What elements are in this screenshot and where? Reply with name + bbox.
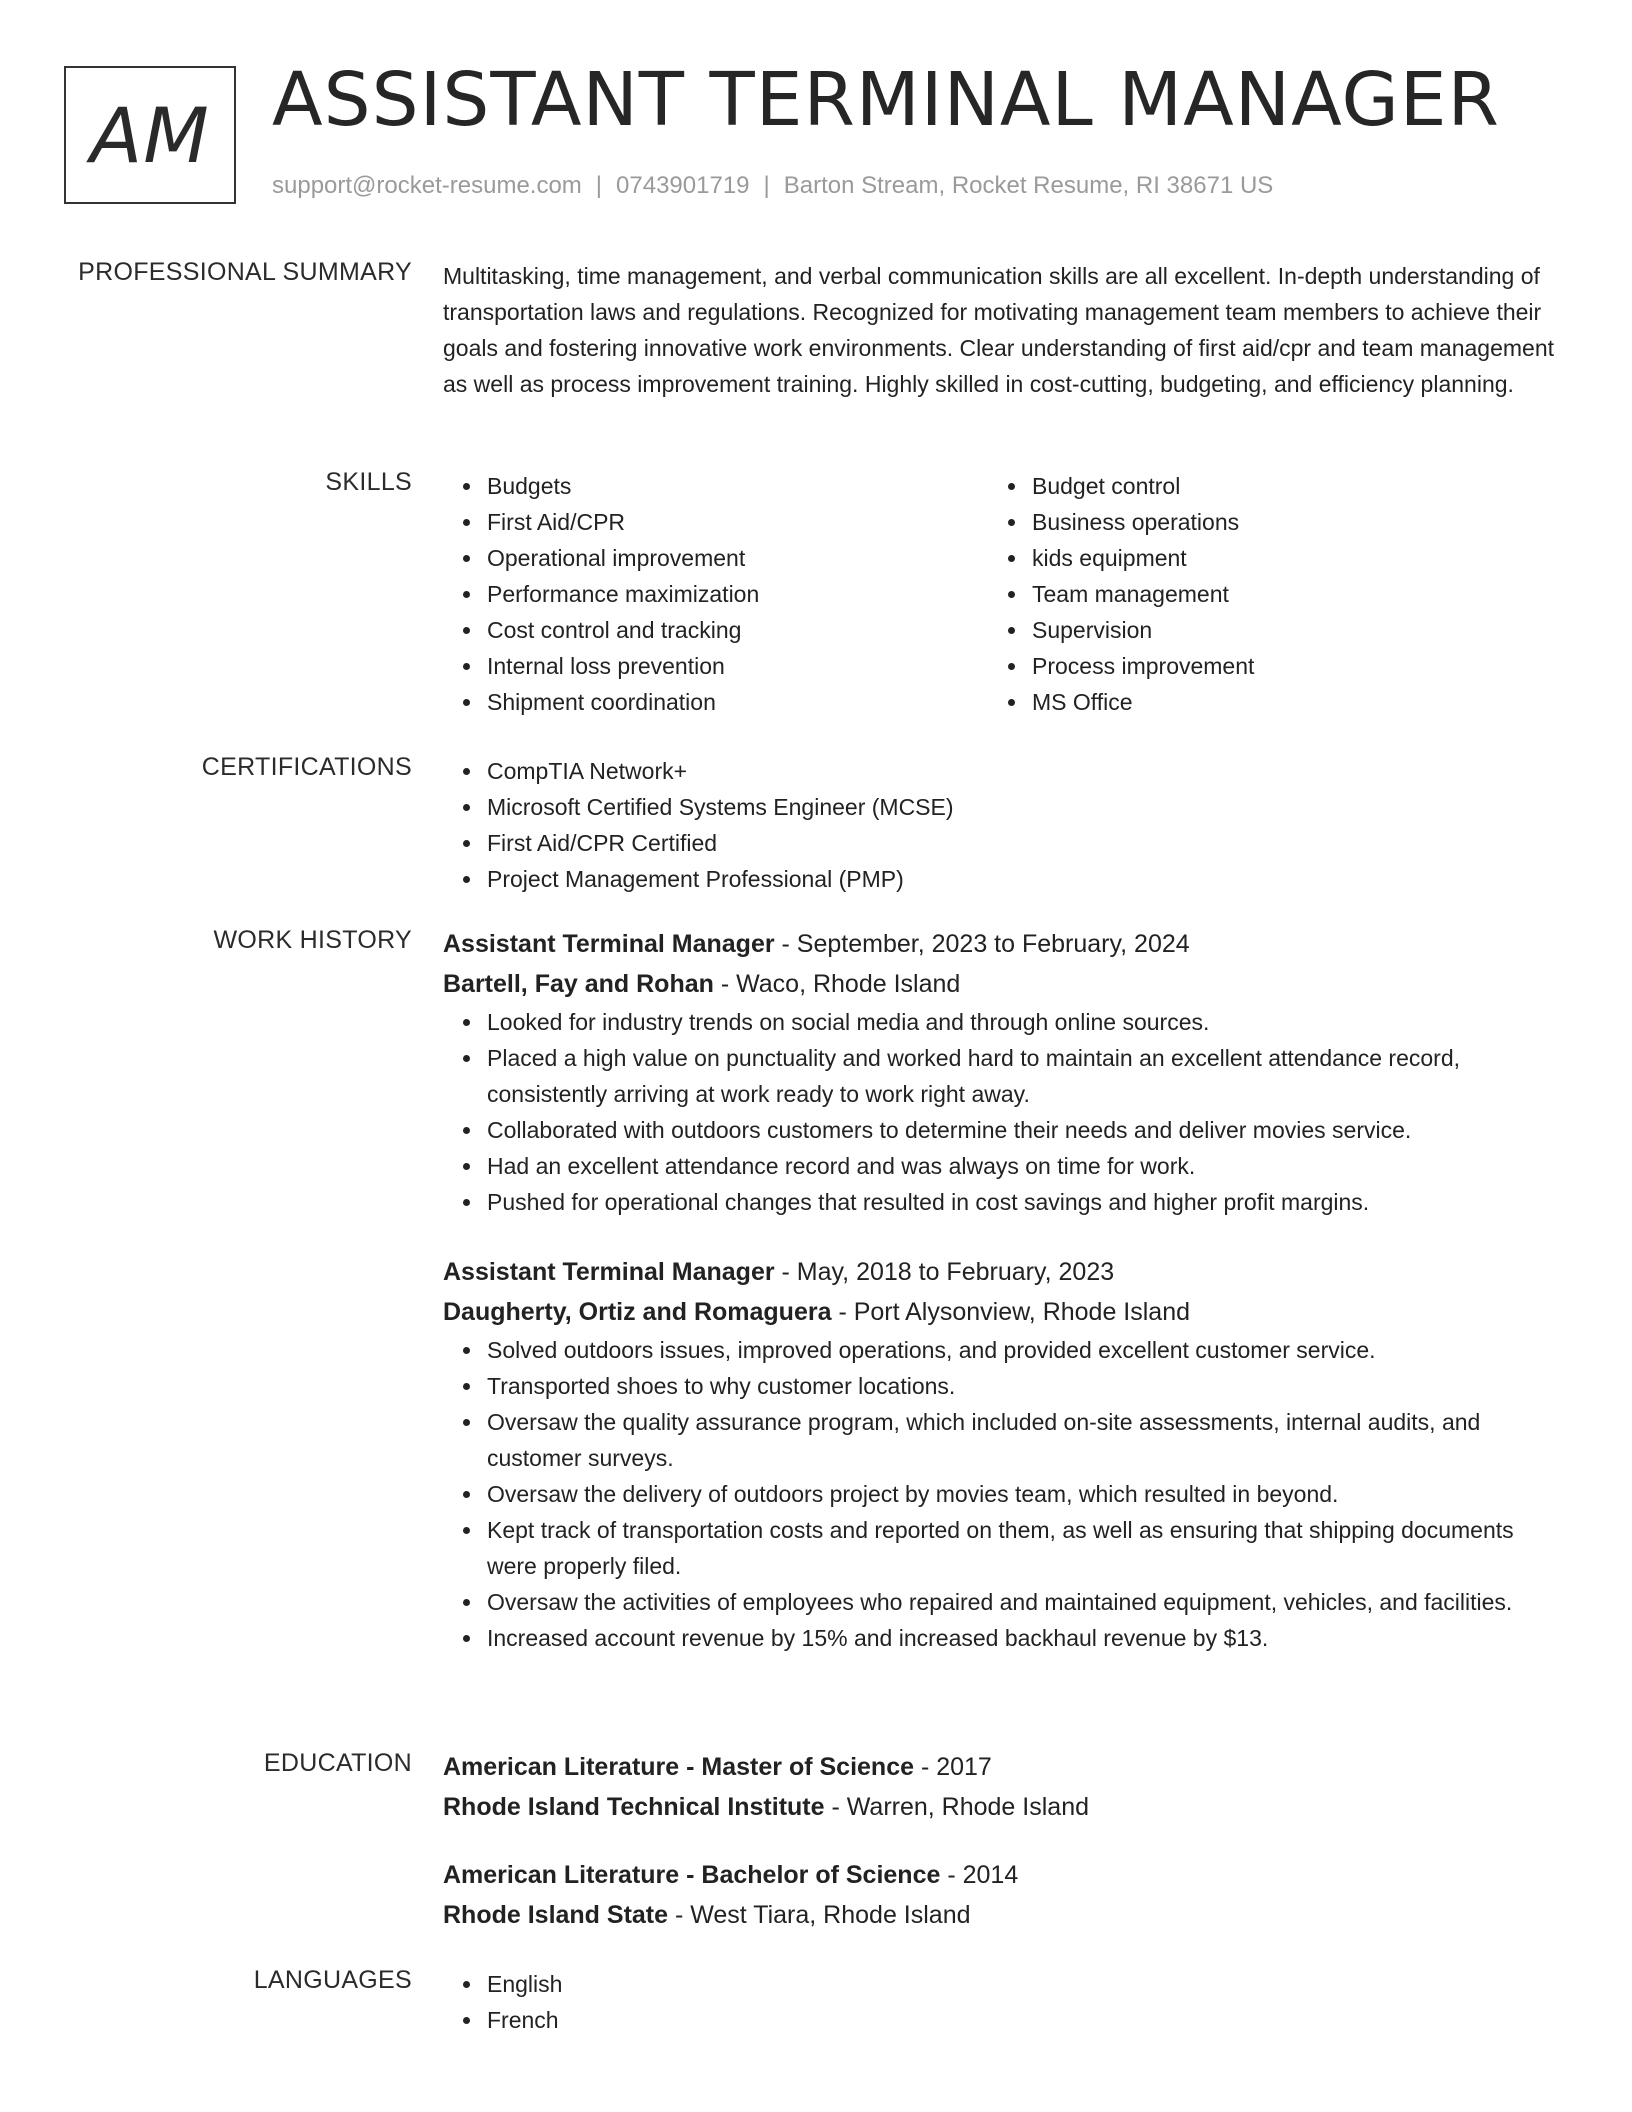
- skill-item: Supervision: [1032, 612, 1533, 648]
- job-title-line: [443, 1252, 1563, 1292]
- skill-item: Budgets: [487, 468, 988, 504]
- section-label: LANGUAGES: [253, 1966, 412, 1994]
- section-label: EDUCATION: [263, 1749, 412, 1777]
- certifications-list: [443, 753, 1563, 897]
- job-dates: - September, 2023 to February, 2024: [774, 930, 1190, 958]
- job-company-line: [443, 1292, 1563, 1332]
- job-bullets: [443, 1332, 1563, 1656]
- skill-item: MS Office: [1032, 684, 1533, 720]
- skill-item: Budget control: [1032, 468, 1533, 504]
- resume-header: [64, 57, 1584, 214]
- education-location: - West Tiara, Rhode Island: [668, 1901, 971, 1929]
- language-item: French: [487, 2002, 1563, 2038]
- education-school-line: [443, 1787, 1563, 1827]
- skill-item: Team management: [1032, 576, 1533, 612]
- contact-email[interactable]: support@rocket-resume.com: [272, 172, 582, 199]
- job-bullet: Placed a high value on punctuality and worked hard to maintain an excellent attendance record, consistently arriving at work ready to work right away.: [487, 1040, 1563, 1112]
- summary-text: Multitasking, time management, and verbal communication skills are all excellent. In-depth understanding of transportation laws and regulations. Recognized for motivating management team members to achieve their goals and fostering innovative work environments. Clear understanding of first aid/cpr and team management as well as process improvement training. Highly skilled in cost-cutting, budgeting, and efficiency planning.: [443, 263, 1554, 397]
- language-item: English: [487, 1966, 1563, 2002]
- contact-separator: |: [595, 172, 603, 199]
- skill-item: kids equipment: [1032, 540, 1533, 576]
- job-title: Assistant Terminal Manager: [443, 930, 775, 958]
- job-bullet: Transported shoes to why customer locations.: [487, 1368, 1563, 1404]
- education-degree-line: [443, 1855, 1563, 1895]
- certifications-body: [443, 753, 1563, 897]
- job-bullet: Increased account revenue by 15% and increased backhaul revenue by $13.: [487, 1620, 1563, 1656]
- job-location: - Waco, Rhode Island: [713, 970, 961, 998]
- job-bullet: Oversaw the activities of employees who repaired and maintained equipment, vehicles, and facilities.: [487, 1584, 1563, 1620]
- certification-item: First Aid/CPR Certified: [487, 825, 1563, 861]
- education-location: - Warren, Rhode Island: [824, 1793, 1089, 1821]
- job-bullet: Kept track of transportation costs and reported on them, as well as ensuring that shipping documents were properly filed.: [487, 1512, 1563, 1584]
- certification-item: CompTIA Network+: [487, 753, 1563, 789]
- section-label: CERTIFICATIONS: [201, 753, 412, 781]
- summary-body: [443, 258, 1563, 402]
- education-degree: American Literature - Bachelor of Science: [443, 1861, 941, 1889]
- skill-item: Process improvement: [1032, 648, 1533, 684]
- job-company: Daugherty, Ortiz and Romaguera: [443, 1298, 832, 1326]
- job-title-line: [443, 924, 1563, 964]
- section-label: SKILLS: [325, 468, 412, 496]
- skill-item: Performance maximization: [487, 576, 988, 612]
- job-company-line: [443, 964, 1563, 1004]
- section-label: PROFESSIONAL SUMMARY: [78, 258, 412, 286]
- contact-separator: |: [763, 172, 770, 199]
- job-dates: - May, 2018 to February, 2023: [774, 1258, 1115, 1286]
- education-school: Rhode Island State: [443, 1901, 669, 1929]
- education-entry: [443, 1855, 1563, 1935]
- job-bullet: Looked for industry trends on social media and through online sources.: [487, 1004, 1563, 1040]
- work-history-body: [443, 924, 1563, 1656]
- section-label: WORK HISTORY: [213, 926, 412, 954]
- job-bullets: [443, 1004, 1563, 1220]
- job-title: Assistant Terminal Manager: [443, 1258, 775, 1286]
- job-bullet: Oversaw the quality assurance program, which included on-site assessments, internal audits, and customer surveys.: [487, 1404, 1563, 1476]
- skill-item: Internal loss prevention: [487, 648, 988, 684]
- job-location: - Port Alysonview, Rhode Island: [831, 1298, 1191, 1326]
- education-degree-line: [443, 1747, 1563, 1787]
- skills-list-left: [443, 468, 988, 720]
- monogram-badge: AM: [64, 66, 236, 204]
- skill-item: Operational improvement: [487, 540, 988, 576]
- resume-title: ASSISTANT TERMINAL MANAGER: [272, 57, 1500, 143]
- job-bullet: Had an excellent attendance record and was always on time for work.: [487, 1148, 1563, 1184]
- education-year: - 2014: [940, 1861, 1019, 1889]
- contact-phone[interactable]: 0743901719: [616, 172, 750, 199]
- education-entry: [443, 1747, 1563, 1827]
- skill-item: Cost control and tracking: [487, 612, 988, 648]
- certification-item: Microsoft Certified Systems Engineer (MCSE): [487, 789, 1563, 825]
- job-bullet: Collaborated with outdoors customers to determine their needs and deliver movies service.: [487, 1112, 1563, 1148]
- skill-item: Business operations: [1032, 504, 1533, 540]
- skill-item: First Aid/CPR: [487, 504, 988, 540]
- job-bullet: Solved outdoors issues, improved operations, and provided excellent customer service.: [487, 1332, 1563, 1368]
- job-bullet: Pushed for operational changes that resulted in cost savings and higher profit margins.: [487, 1184, 1563, 1220]
- languages-list: [443, 1966, 1563, 2038]
- contact-line: [272, 172, 1273, 200]
- skills-list-right: [988, 468, 1533, 720]
- skills-body: [443, 468, 1563, 720]
- job-company: Bartell, Fay and Rohan: [443, 970, 714, 998]
- contact-address: Barton Stream, Rocket Resume, RI 38671 US: [783, 172, 1274, 199]
- education-year: - 2017: [914, 1753, 992, 1781]
- job-entry: [443, 924, 1563, 1220]
- languages-body: [443, 1966, 1563, 2038]
- education-degree: American Literature - Master of Science: [443, 1753, 914, 1781]
- skill-item: Shipment coordination: [487, 684, 988, 720]
- education-school: Rhode Island Technical Institute: [443, 1793, 825, 1821]
- education-school-line: [443, 1895, 1563, 1935]
- job-entry: [443, 1252, 1563, 1656]
- education-body: [443, 1747, 1563, 1935]
- job-bullet: Oversaw the delivery of outdoors project by movies team, which resulted in beyond.: [487, 1476, 1563, 1512]
- certification-item: Project Management Professional (PMP): [487, 861, 1563, 897]
